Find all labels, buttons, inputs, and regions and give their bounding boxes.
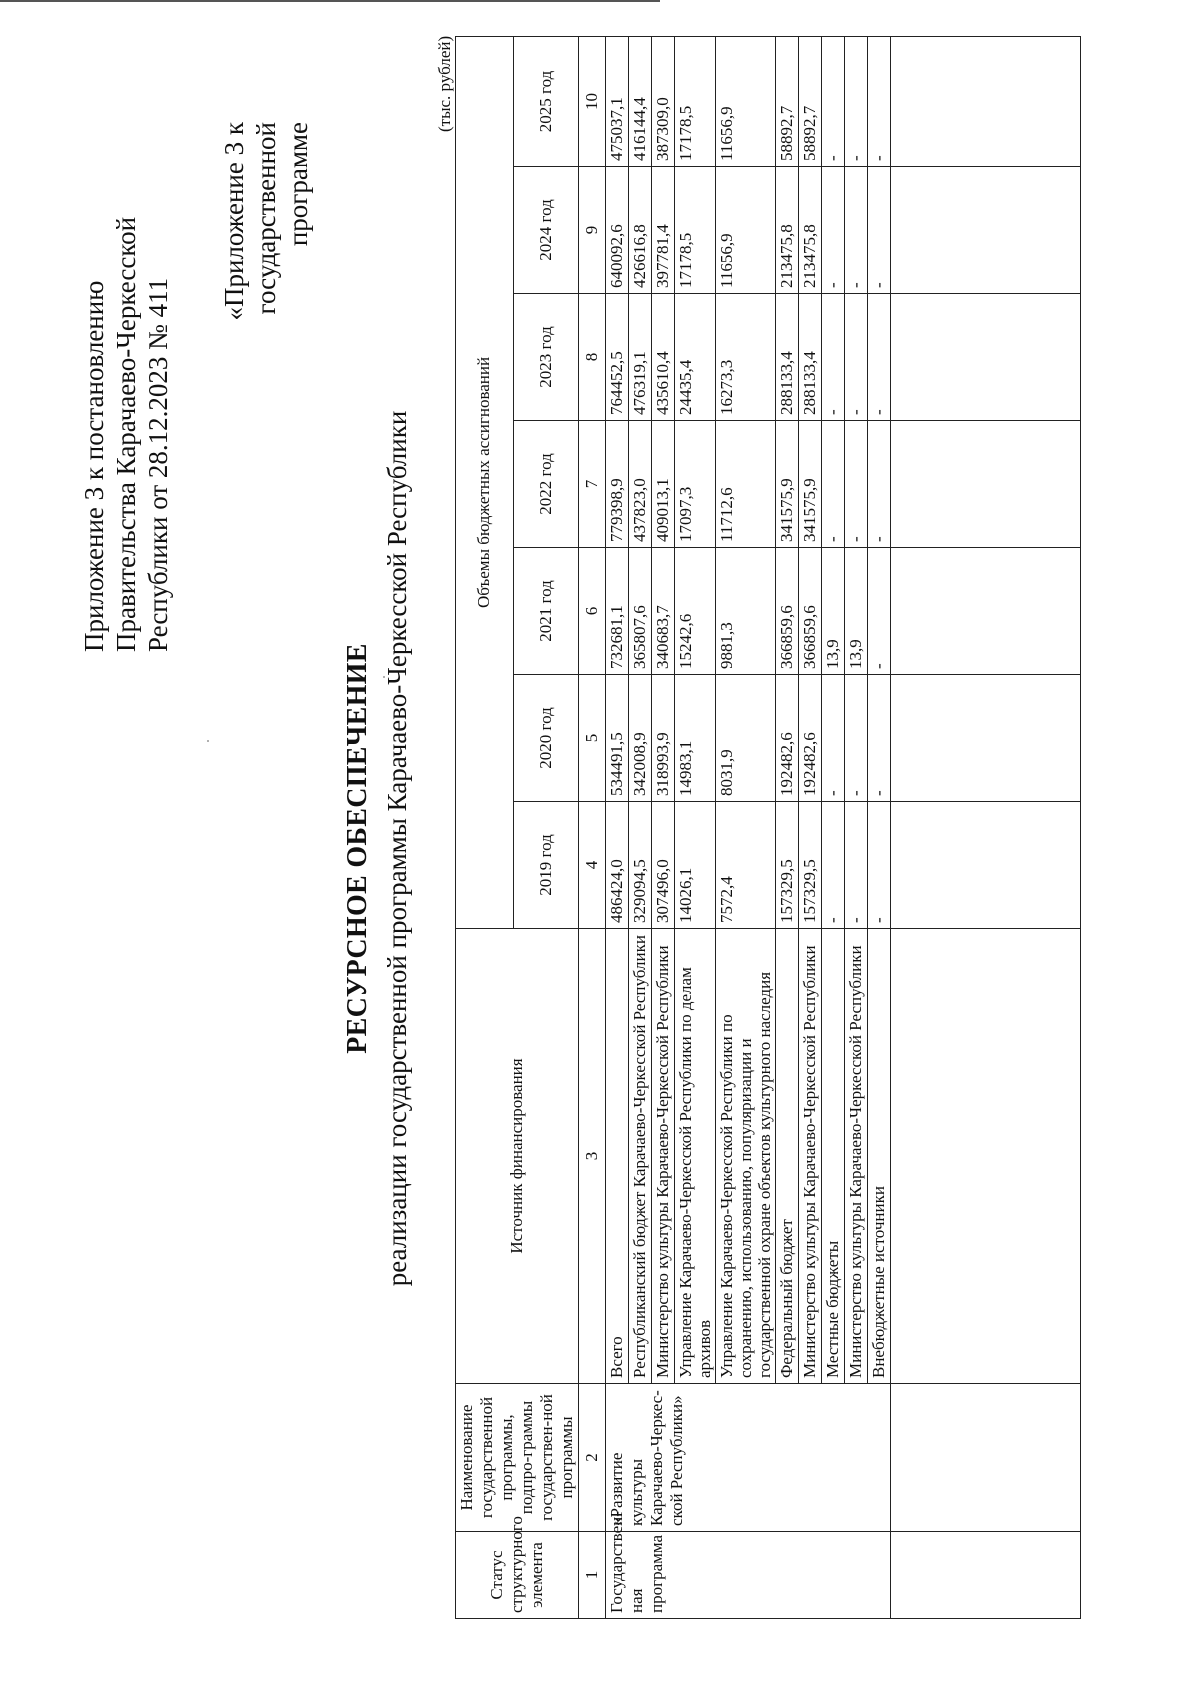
value-cell: 213475,8 [776, 167, 799, 294]
value-cell: 409013,1 [652, 421, 675, 548]
value-cell: 732681,1 [606, 548, 629, 675]
value-cell: 11712,6 [716, 421, 776, 548]
table-row [652, 36, 675, 1618]
column-index: 6 [579, 548, 606, 675]
header-year: 2020 год [513, 675, 578, 802]
table-row [716, 36, 776, 1618]
header-year: 2023 год [513, 294, 578, 421]
value-cell: 58892,7 [799, 36, 822, 166]
value-cell: 397781,4 [652, 167, 675, 294]
resource-table [455, 36, 1081, 1619]
value-cell: - [868, 36, 891, 166]
header-year: 2024 год [513, 167, 578, 294]
value-cell: 475037,1 [606, 36, 629, 166]
header-year: 2019 год [513, 802, 578, 929]
value-cell: - [845, 167, 868, 294]
value-cell: 213475,8 [799, 167, 822, 294]
empty-cell [891, 36, 1081, 166]
value-cell: - [845, 294, 868, 421]
value-cell: 387309,0 [652, 36, 675, 166]
value-cell: 192482,6 [799, 675, 822, 802]
header-program-name: Наименование государственной программы, подпро-граммы государствен-ной программы [456, 1384, 579, 1532]
value-cell: 307496,0 [652, 802, 675, 929]
value-cell: 366859,6 [799, 548, 822, 675]
column-index: 4 [579, 802, 606, 929]
column-index: 8 [579, 294, 606, 421]
value-cell: - [845, 36, 868, 166]
empty-cell [891, 929, 1081, 1384]
empty-cell [891, 167, 1081, 294]
table-row [845, 36, 868, 1618]
value-cell: 16273,3 [716, 294, 776, 421]
column-index: 1 [579, 1532, 606, 1619]
table-row [822, 36, 845, 1618]
value-cell: 15242,6 [675, 548, 716, 675]
value-cell: 11656,9 [716, 167, 776, 294]
value-cell: 157329,5 [776, 802, 799, 929]
value-cell: 341575,9 [776, 421, 799, 548]
source-cell: Местные бюджеты [822, 929, 845, 1384]
value-cell: 17097,3 [675, 421, 716, 548]
value-cell: 17178,5 [675, 167, 716, 294]
value-cell: 342008,9 [629, 675, 652, 802]
column-index: 2 [579, 1384, 606, 1532]
value-cell: 318993,9 [652, 675, 675, 802]
column-index: 5 [579, 675, 606, 802]
value-cell: - [845, 802, 868, 929]
empty-cell [891, 675, 1081, 802]
header-status: Статус структурного элемента [456, 1532, 579, 1619]
value-cell: - [868, 167, 891, 294]
value-cell: - [868, 548, 891, 675]
appendix-line: Республики от 28.12.2023 № 411 [143, 277, 173, 652]
header-year: 2021 год [513, 548, 578, 675]
value-cell: 426616,8 [629, 167, 652, 294]
header-year: 2025 год [513, 36, 578, 166]
empty-cell [891, 294, 1081, 421]
value-cell: - [822, 802, 845, 929]
value-cell: 11656,9 [716, 36, 776, 166]
source-cell: Министерство культуры Карачаево-Черкесской Республики [652, 929, 675, 1384]
value-cell: 476319,1 [629, 294, 652, 421]
value-cell: 13,9 [822, 548, 845, 675]
table-row [675, 36, 716, 1618]
empty-cell [891, 1532, 1081, 1619]
column-index: 7 [579, 421, 606, 548]
value-cell: 764452,5 [606, 294, 629, 421]
value-cell: - [868, 802, 891, 929]
value-cell: 17178,5 [675, 36, 716, 166]
value-cell: 7572,4 [716, 802, 776, 929]
value-cell: 779398,9 [606, 421, 629, 548]
table-row-empty [891, 36, 1081, 1618]
value-cell: 340683,7 [652, 548, 675, 675]
value-cell: 14983,1 [675, 675, 716, 802]
source-cell: Внебюджетные источники [868, 929, 891, 1384]
document-subtitle: реализации государственной программы Карачаево-Черкесской Республики [382, 410, 412, 1287]
empty-cell [891, 1384, 1081, 1532]
table-row [799, 36, 822, 1618]
column-index: 10 [579, 36, 606, 166]
value-cell: 437823,0 [629, 421, 652, 548]
program-appendix-note [218, 122, 314, 422]
table-row [776, 36, 799, 1618]
appendix-line: государственной программе [251, 122, 313, 315]
value-cell: 486424,0 [606, 802, 629, 929]
value-cell: - [868, 294, 891, 421]
source-cell: Министерство культуры Карачаево-Черкесской Республики [845, 929, 868, 1384]
header-source: Источник финансирования [456, 929, 579, 1384]
value-cell: 329094,5 [629, 802, 652, 929]
value-cell: - [822, 675, 845, 802]
column-index: 9 [579, 167, 606, 294]
value-cell: - [822, 36, 845, 166]
value-cell: 416144,4 [629, 36, 652, 166]
value-cell: 192482,6 [776, 675, 799, 802]
source-cell: Республиканский бюджет Карачаево-Черкесской Республики [629, 929, 652, 1384]
value-cell: - [822, 294, 845, 421]
units-label: (тыс. рублей) [435, 35, 454, 132]
appendix-note [78, 217, 174, 652]
appendix-line: Правительства Карачаево-Черкесской [111, 216, 141, 652]
value-cell: - [868, 675, 891, 802]
source-cell: Федеральный бюджет [776, 929, 799, 1384]
value-cell: - [822, 167, 845, 294]
table-row [629, 36, 652, 1618]
value-cell: 14026,1 [675, 802, 716, 929]
value-cell: - [845, 675, 868, 802]
value-cell: 288133,4 [799, 294, 822, 421]
status-cell: Государствен-ная программа [606, 1532, 891, 1619]
value-cell: 366859,6 [776, 548, 799, 675]
value-cell: 9881,3 [716, 548, 776, 675]
value-cell: 58892,7 [776, 36, 799, 166]
value-cell: 435610,4 [652, 294, 675, 421]
appendix-line: Приложение 3 к постановлению [79, 280, 109, 652]
value-cell: - [822, 421, 845, 548]
program-name-cell: «Развитие культуры Карачаево-Черкес-ской Республики» [606, 1384, 891, 1532]
value-cell: 13,9 [845, 548, 868, 675]
value-cell: 24435,4 [675, 294, 716, 421]
header-year: 2022 год [513, 421, 578, 548]
appendix-line: «Приложение 3 к [219, 122, 249, 321]
document-title: РЕСУРСНОЕ ОБЕСПЕЧЕНИЕ [342, 643, 373, 1054]
value-cell: 157329,5 [799, 802, 822, 929]
table-row [868, 36, 891, 1618]
source-cell: Министерство культуры Карачаево-Черкесской Республики [799, 929, 822, 1384]
column-index: 3 [579, 929, 606, 1384]
value-cell: - [845, 421, 868, 548]
empty-cell [891, 548, 1081, 675]
value-cell: 288133,4 [776, 294, 799, 421]
value-cell: 341575,9 [799, 421, 822, 548]
value-cell: 365807,6 [629, 548, 652, 675]
table-row [606, 36, 629, 1618]
value-cell: - [868, 421, 891, 548]
value-cell: 534491,5 [606, 675, 629, 802]
value-cell: 640092,6 [606, 167, 629, 294]
empty-cell [891, 421, 1081, 548]
source-cell: Управление Карачаево-Черкесской Республики по сохранению, использованию, популяризации и государственной охране объектов культурного наследия [716, 929, 776, 1384]
source-cell: Управление Карачаево-Черкесской Республики по делам архивов [675, 929, 716, 1384]
source-cell: Всего [606, 929, 629, 1384]
empty-cell [891, 802, 1081, 929]
value-cell: 8031,9 [716, 675, 776, 802]
header-budget-volumes: Объемы бюджетных ассигнований [456, 36, 514, 928]
